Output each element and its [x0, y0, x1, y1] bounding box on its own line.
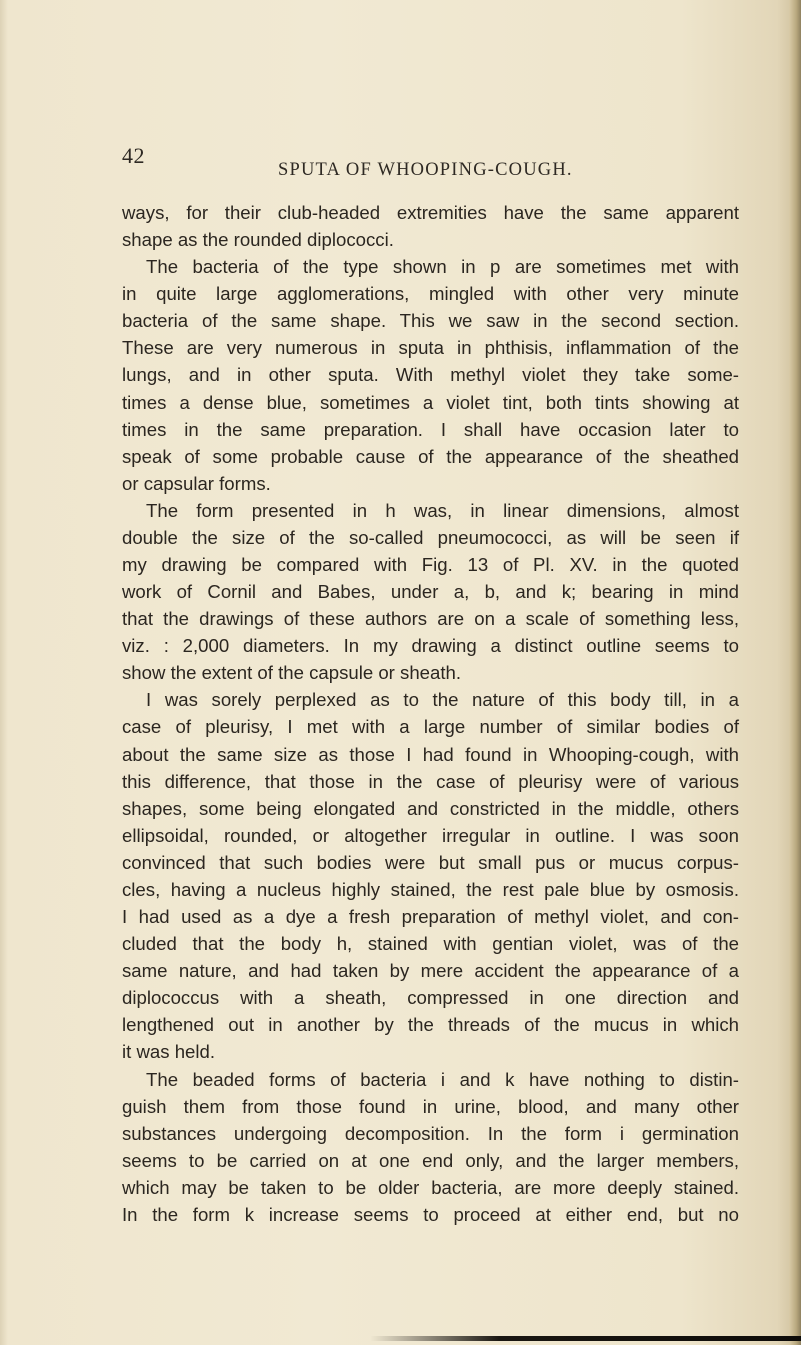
text-line: work of Cornil and Babes, under a, b, and k; bearing in mind: [122, 581, 739, 603]
text-line: it was held.: [122, 1041, 216, 1063]
text-line: that the drawings of these authors are on a scale of something less,: [122, 608, 739, 630]
text-line: same nature, and had taken by mere accident the appearance of a: [122, 960, 739, 982]
page-number: 42: [122, 143, 145, 168]
text-line: this difference, that those in the case of pleurisy were of various: [122, 770, 739, 792]
running-head: SPUTA OF WHOOPING-COUGH.: [278, 160, 573, 180]
text-line: shape as the rounded diplococci.: [122, 229, 394, 251]
text-line: or capsular forms.: [122, 472, 271, 494]
text-line: in quite large agglomerations, mingled with other very minute: [122, 283, 739, 305]
text-line: lengthened out in another by the threads of the mucus in which: [122, 1014, 739, 1036]
body-text: [122, 199, 739, 1228]
text-line: cles, having a nucleus highly stained, the rest pale blue by osmosis.: [122, 878, 739, 900]
text-line: about the same size as those I had found in Whooping-cough, with: [122, 743, 739, 765]
text-line: I was sorely perplexed as to the nature of this body till, in a: [146, 689, 739, 711]
text-line: show the extent of the capsule or sheath.: [122, 662, 462, 684]
text-line: convinced that such bodies were but small pus or mucus corpus-: [122, 851, 739, 873]
text-line: viz. : 2,000 diameters. In my drawing a distinct outline seems to: [122, 635, 739, 657]
text-line: my drawing be compared with Fig. 13 of Pl. XV. in the quoted: [122, 554, 739, 576]
text-line: In the form k increase seems to proceed at either end, but no: [122, 1203, 739, 1225]
bottom-edge-shadow: [370, 1336, 801, 1341]
text-line: The beaded forms of bacteria i and k have nothing to distin-: [146, 1068, 739, 1090]
text-line: substances undergoing decomposition. In the form i germination: [122, 1122, 739, 1144]
text-line: times a dense blue, sometimes a violet tint, both tints showing at: [122, 391, 739, 413]
text-line: which may be taken to be older bacteria, are more deeply stained.: [122, 1176, 739, 1198]
text-line: times in the same preparation. I shall have occasion later to: [122, 418, 739, 440]
text-line: guish them from those found in urine, blood, and many other: [122, 1095, 739, 1117]
text-line: bacteria of the same shape. This we saw in the second section.: [122, 310, 739, 332]
text-line: lungs, and in other sputa. With methyl violet they take some-: [122, 364, 739, 386]
text-line: shapes, some being elongated and constricted in the middle, others: [122, 797, 739, 819]
text-line: case of pleurisy, I met with a large number of similar bodies of: [122, 716, 739, 738]
text-line: speak of some probable cause of the appearance of the sheathed: [122, 445, 739, 467]
text-line: ways, for their club-headed extremities have the same apparent: [122, 202, 739, 223]
text-line: The bacteria of the type shown in p are sometimes met with: [146, 256, 739, 278]
text-line: The form presented in h was, in linear dimensions, almost: [146, 499, 739, 521]
text-line: double the size of the so-called pneumococci, as will be seen if: [122, 526, 739, 548]
text-line: cluded that the body h, stained with gentian violet, was of the: [122, 933, 739, 955]
text-line: I had used as a dye a fresh preparation of methyl violet, and con-: [122, 906, 739, 928]
text-line: These are very numerous in sputa in phthisis, inflammation of the: [122, 337, 739, 359]
page-gutter-shadow: [0, 0, 8, 1345]
page-edge-shadow: [789, 0, 801, 1345]
text-line: diplococcus with a sheath, compressed in one direction and: [122, 987, 739, 1009]
text-line: seems to be carried on at one end only, and the larger members,: [122, 1149, 739, 1171]
text-line: ellipsoidal, rounded, or altogether irregular in outline. I was soon: [122, 824, 739, 846]
